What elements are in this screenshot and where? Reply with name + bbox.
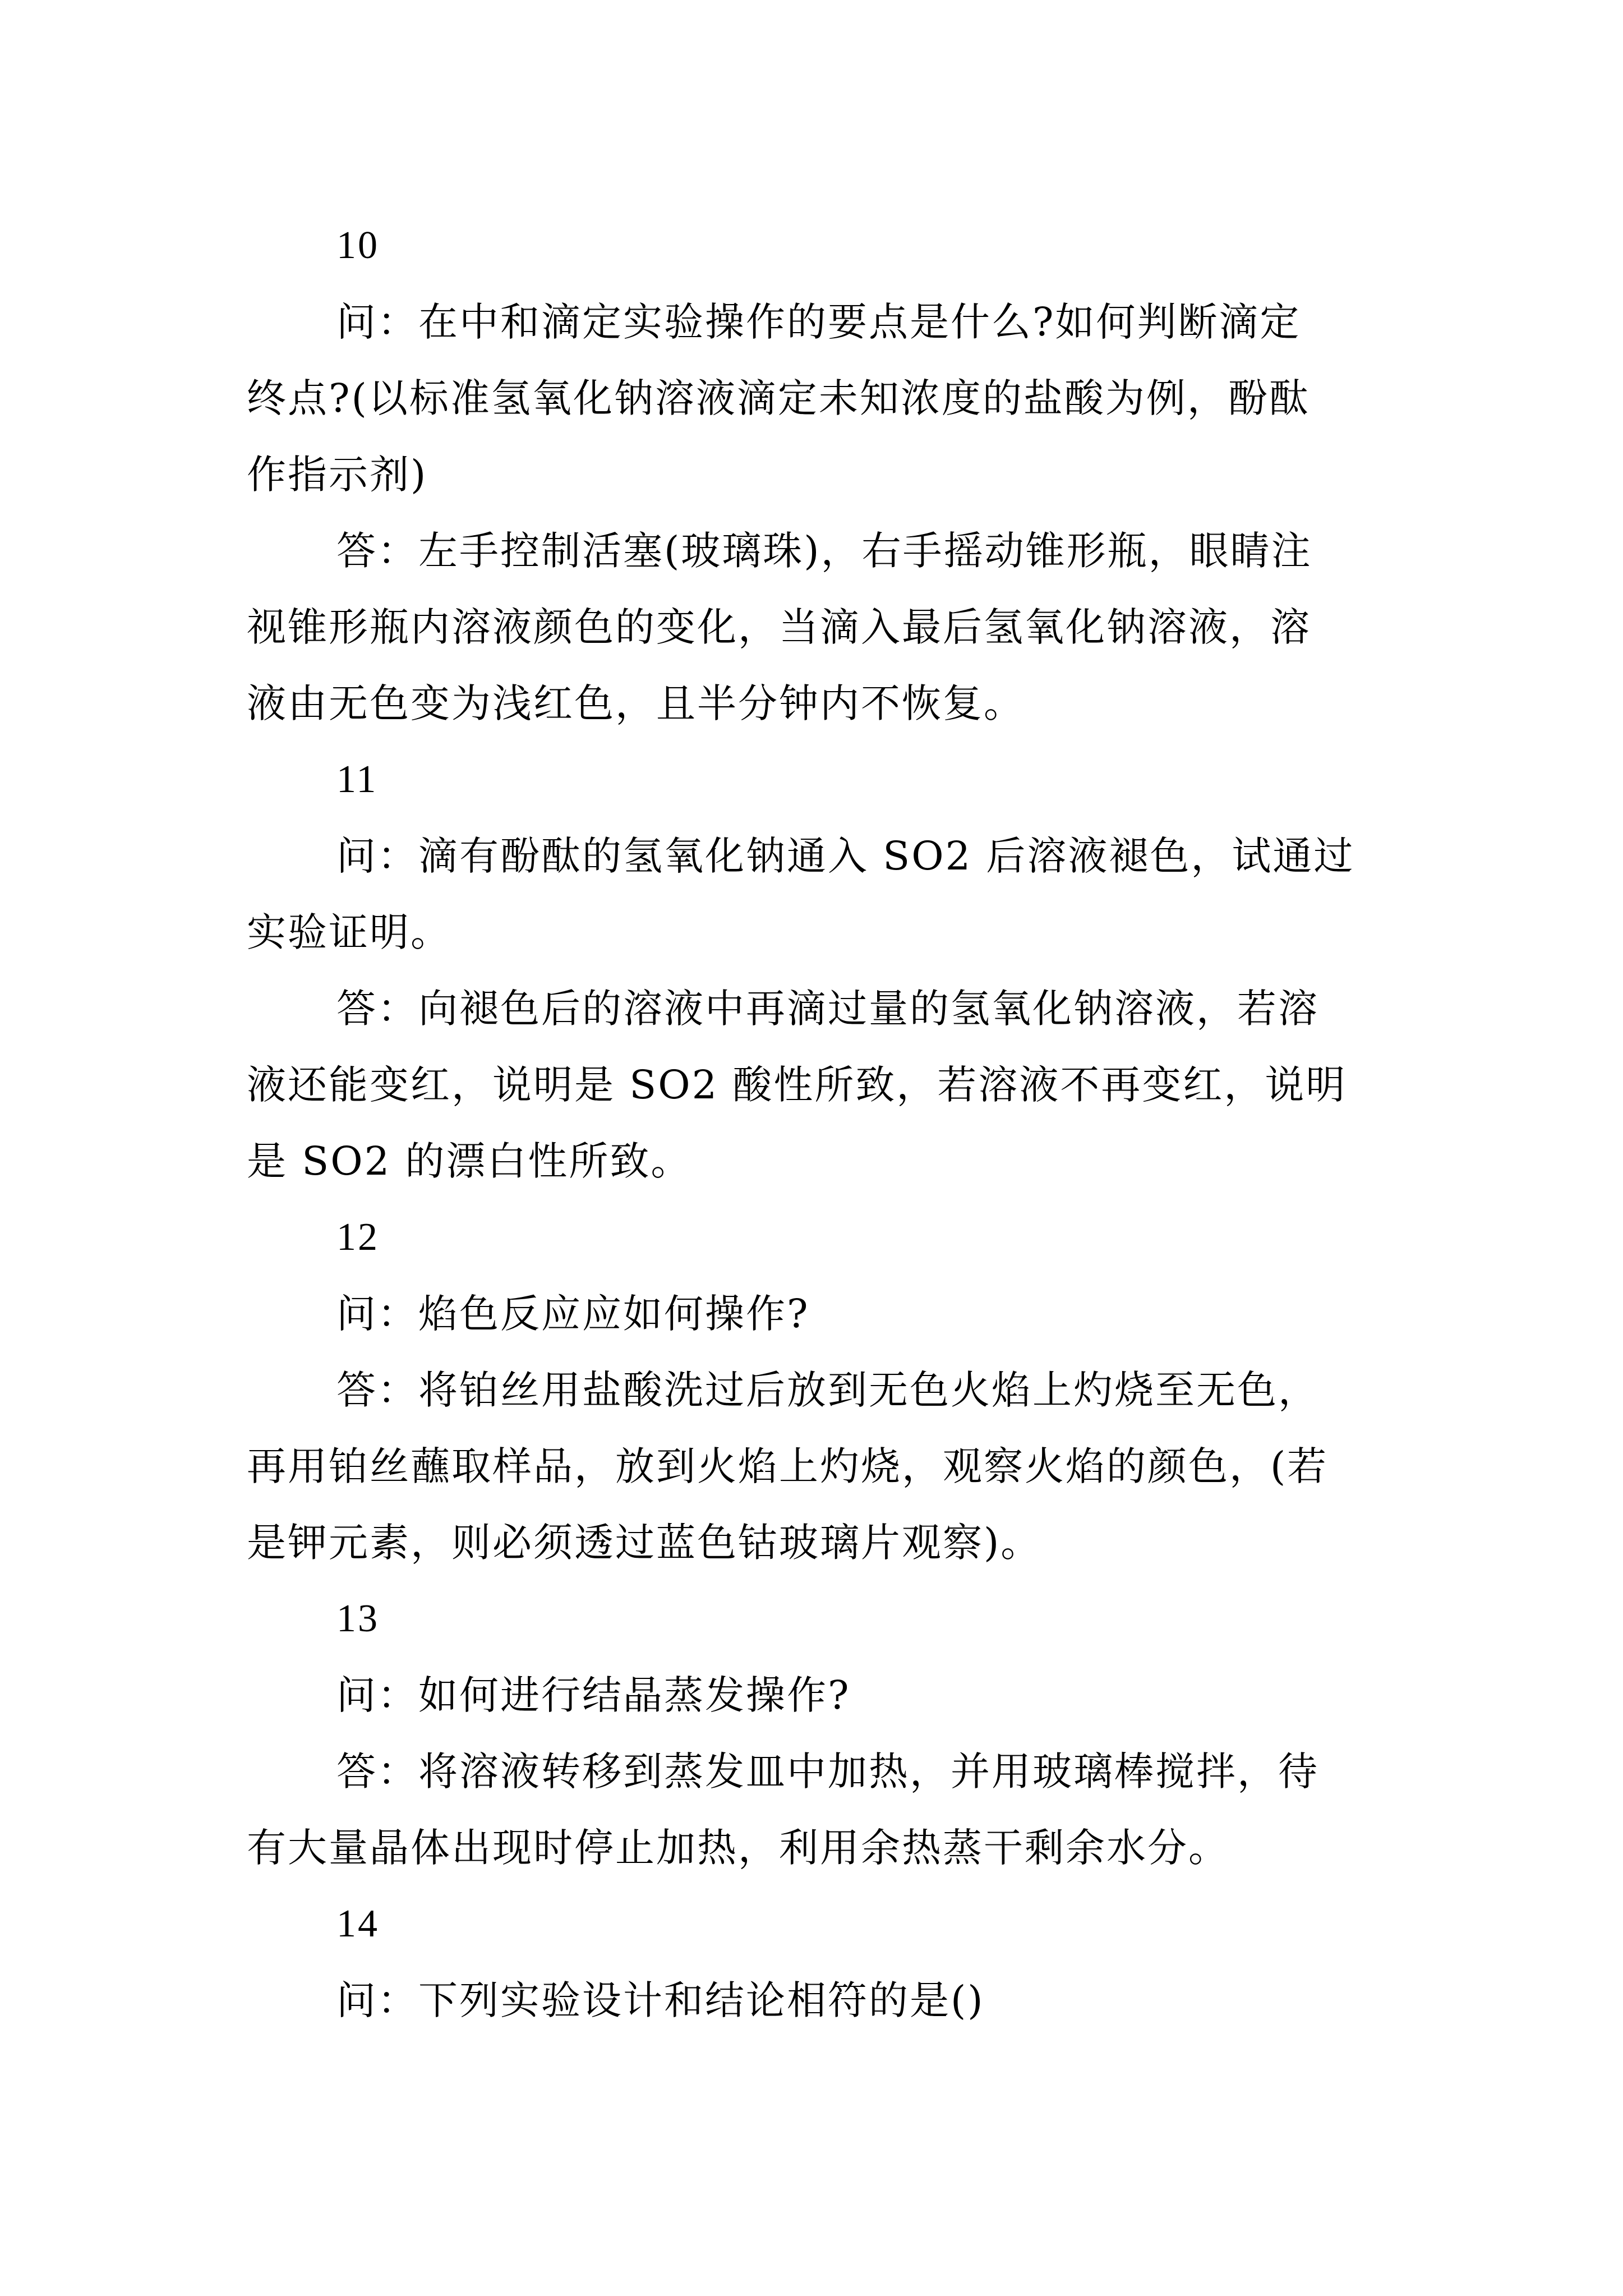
item-number: 13 — [336, 1597, 379, 1640]
answer-line: 是 SO2 的漂白性所致。 — [247, 1138, 692, 1184]
item-number: 10 — [336, 224, 379, 267]
answer-line: 答：将铂丝用盐酸洗过后放到无色火焰上灼烧至无色， — [336, 1367, 1319, 1413]
item-number: 14 — [336, 1902, 379, 1945]
answer-line: 答：将溶液转移到蒸发皿中加热，并用玻璃棒搅拌，待 — [336, 1749, 1319, 1795]
question-line: 实验证明。 — [247, 909, 451, 955]
question-line: 问：如何进行结晶蒸发操作? — [336, 1672, 851, 1718]
question-line: 终点?(以标准氢氧化钠溶液滴定未知浓度的盐酸为例，酚酞 — [247, 375, 1310, 421]
question-line: 问：在中和滴定实验操作的要点是什么?如何判断滴定 — [336, 299, 1301, 345]
qa-content — [247, 208, 1391, 2039]
answer-line: 液由无色变为浅红色，且半分钟内不恢复。 — [247, 680, 1025, 726]
question-line: 问：滴有酚酞的氢氧化钠通入 SO2 后溶液褪色，试通过 — [336, 833, 1355, 879]
question-line: 问：焰色反应应如何操作? — [336, 1291, 810, 1337]
question-line: 作指示剂) — [247, 452, 428, 498]
answer-line: 有大量晶体出现时停止加热，利用余热蒸干剩余水分。 — [247, 1825, 1229, 1871]
item-number: 12 — [336, 1216, 379, 1259]
answer-line: 答：左手控制活塞(玻璃珠)，右手摇动锥形瓶，眼睛注 — [336, 528, 1312, 574]
answer-line: 视锥形瓶内溶液颜色的变化，当滴入最后氢氧化钠溶液，溶 — [247, 604, 1311, 650]
answer-line: 再用铂丝蘸取样品，放到火焰上灼烧，观察火焰的颜色，(若 — [247, 1443, 1329, 1489]
question-line: 问：下列实验设计和结论相符的是() — [336, 1977, 985, 2023]
answer-line: 答：向褪色后的溶液中再滴过量的氢氧化钠溶液，若溶 — [336, 986, 1319, 1032]
answer-line: 液还能变红，说明是 SO2 酸性所致，若溶液不再变红，说明 — [247, 1062, 1347, 1108]
item-number: 11 — [336, 758, 378, 801]
answer-line: 是钾元素，则必须透过蓝色钴玻璃片观察)。 — [247, 1520, 1042, 1566]
